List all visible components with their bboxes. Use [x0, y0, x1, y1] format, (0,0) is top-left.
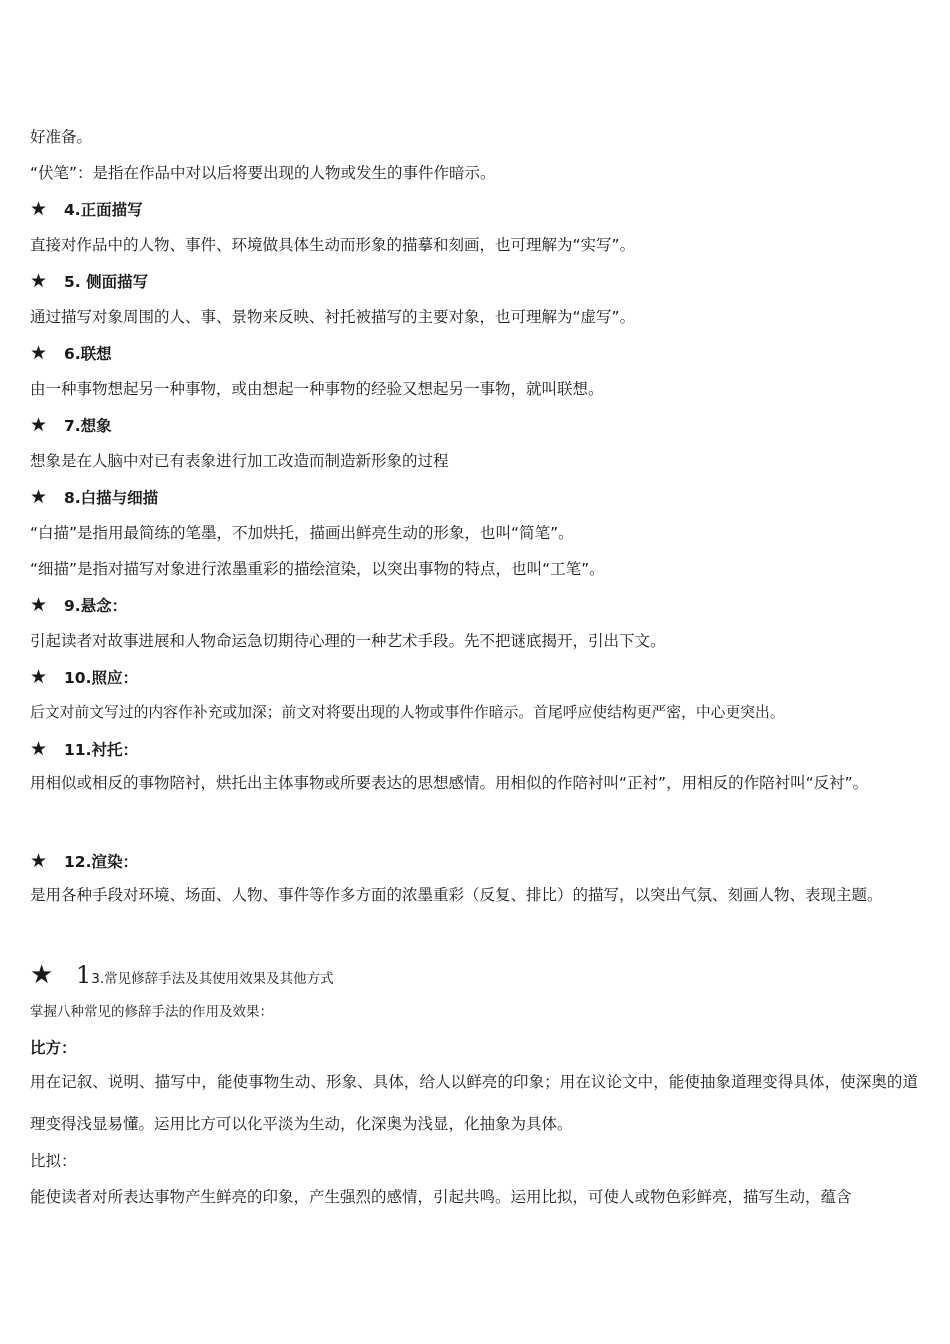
heading-10 [30, 667, 138, 688]
heading-12 [30, 851, 138, 872]
heading-11 [30, 739, 138, 760]
heading-5-text: 5. 侧面描写 [64, 273, 149, 291]
heading-6-text: 6.联想 [64, 345, 112, 363]
heading-10-text: 10.照应： [64, 669, 138, 687]
paragraph-10: 后文对前文写过的内容作补充或加深；前文对将要出现的人物或事件作暗示。首尾呼应使结构更严密，中心更突出。 [30, 704, 785, 721]
paragraph-6: 由一种事物想起另一种事物，或由想起一种事物的经验又想起另一事物，就叫联想。 [30, 380, 604, 398]
heading-4-text: 4.正面描写 [64, 201, 143, 219]
star-icon: ★ [30, 270, 48, 292]
paragraph-8b: “细描”是指对描写对象进行浓墨重彩的描绘渲染，以突出事物的特点，也叫“工笔”。 [30, 560, 605, 578]
heading-bini: 比拟： [30, 1152, 77, 1170]
star-icon: ★ [30, 486, 48, 508]
star-icon: ★ [30, 414, 48, 436]
heading-11-text: 11.衬托： [64, 741, 138, 759]
paragraph-12: 是用各种手段对环境、场面、人物、事件等作多方面的浓墨重彩（反复、排比）的描写，以突出气氛、刻画人物、表现主题。 [30, 886, 883, 904]
paragraph-fubi: “伏笔”：是指在作品中对以后将要出现的人物或发生的事件作暗示。 [30, 164, 496, 182]
paragraph-7: 想象是在人脑中对已有表象进行加工改造而制造新形象的过程 [30, 452, 449, 470]
paragraph-5: 通过描写对象周围的人、事、景物来反映、衬托被描写的主要对象，也可理解为“虚写”。 [30, 308, 636, 326]
paragraph-4: 直接对作品中的人物、事件、环境做具体生动而形象的描摹和刻画，也可理解为“实写”。 [30, 236, 636, 254]
star-icon: ★ [30, 960, 54, 990]
heading-6 [30, 343, 112, 364]
heading-7 [30, 415, 112, 436]
intro-line: 掌握八种常见的修辞手法的作用及效果： [30, 1004, 273, 1020]
star-icon: ★ [30, 198, 48, 220]
heading-13-text: 3.常见修辞手法及其使用效果及其他方式 [91, 971, 334, 987]
heading-13 [30, 961, 334, 993]
heading-8 [30, 487, 158, 508]
heading-9-text: 9.悬念： [64, 597, 128, 615]
star-icon: ★ [30, 594, 48, 616]
heading-7-text: 7.想象 [64, 417, 112, 435]
heading-13-number: 1 [76, 961, 92, 989]
heading-5 [30, 271, 148, 292]
heading-9 [30, 595, 127, 616]
heading-bifang: 比方： [30, 1039, 77, 1057]
paragraph-bini: 能使读者对所表达事物产生鲜亮的印象，产生强烈的感情，引起共鸣。运用比拟，可使人或物色彩鲜亮，描写生动，蕴含 [30, 1188, 852, 1206]
paragraph-9: 引起读者对故事进展和人物命运急切期待心理的一种艺术手段。先不把谜底揭开，引出下文。 [30, 632, 666, 650]
heading-8-text: 8.白描与细描 [64, 489, 159, 507]
star-icon: ★ [30, 850, 48, 872]
star-icon: ★ [30, 666, 48, 688]
star-icon: ★ [30, 738, 48, 760]
heading-4 [30, 199, 143, 220]
star-icon: ★ [30, 342, 48, 364]
paragraph-bifang: 用在记叙、说明、描写中，能使事物生动、形象、具体，给人以鲜亮的印象；用在议论文中，能使抽象道理变得具体，使深奥的道理变得浅显易懂。运用比方可以化平淡为生动，化深奥为浅显，化抽象为具体。 [30, 1073, 918, 1133]
paragraph-8a: “白描”是指用最简练的笔墨，不加烘托，描画出鲜亮生动的形象，也叫“简笔”。 [30, 524, 574, 542]
paragraph-continuation: 好准备。 [30, 128, 93, 146]
heading-12-text: 12.渲染： [64, 853, 138, 871]
paragraph-11: 用相似或相反的事物陪衬，烘托出主体事物或所要表达的思想感情。用相似的作陪衬叫“正衬”，用相反的作陪衬叫“反衬”。 [30, 774, 869, 792]
